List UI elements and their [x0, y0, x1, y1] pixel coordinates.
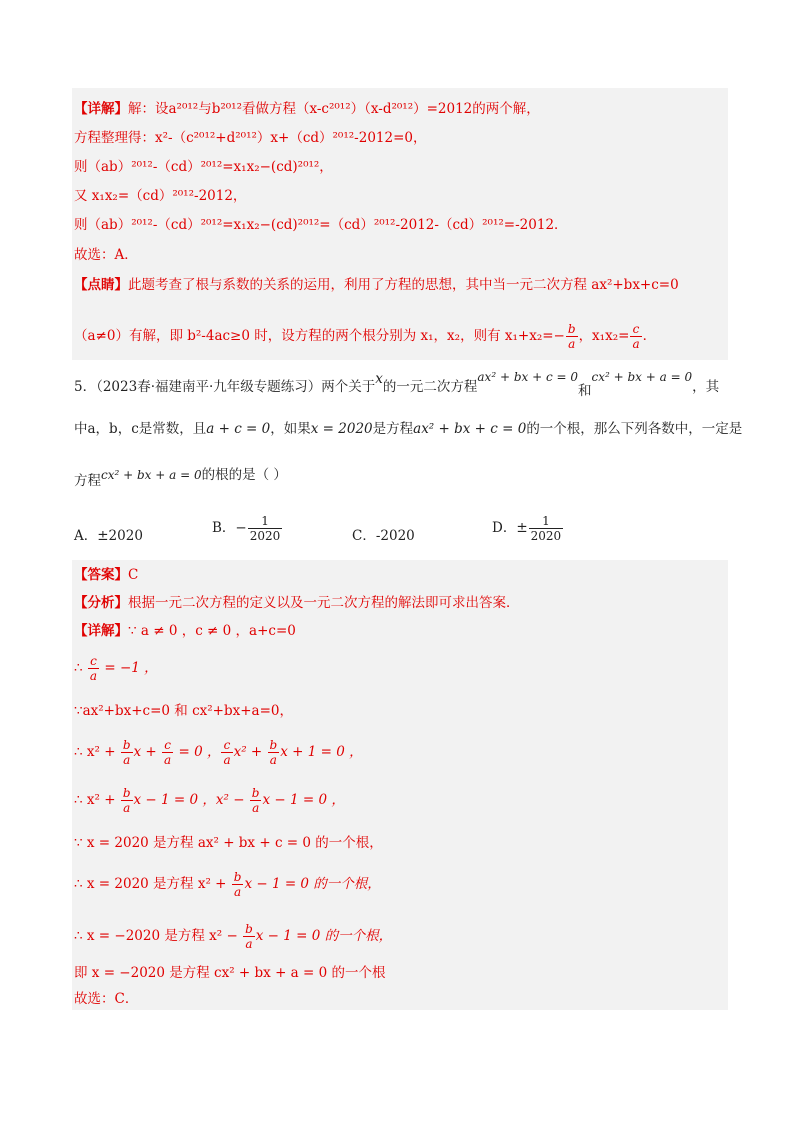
option-a-value: ±2020	[97, 528, 143, 544]
q5-text-f: 的一个根，那么下列各数中，一定是	[526, 421, 743, 437]
q5-step5: ∵ x = 2020 是方程 ax² + bx + c = 0 的一个根，	[74, 835, 383, 851]
option-d[interactable]	[492, 514, 564, 543]
q4-detail-line4: 又 x₁x₂=（cd）²⁰¹²-2012，	[74, 188, 247, 204]
q5-step2: ∵ax²+bx+c=0 和 cx²+bx+a=0，	[74, 703, 293, 719]
q5-equation-2b: cx² + bx + a = 0	[101, 468, 202, 482]
q5-root: x = 2020	[310, 421, 373, 437]
q4-detail-line3: 则（ab）²⁰¹²-（cd）²⁰¹²=x₁x₂−(cd)²⁰¹²，	[74, 159, 333, 175]
q4-tip-line2	[74, 322, 656, 351]
q5-text-end: ，其	[692, 379, 720, 395]
step3-frac2: $\frac{c}{a}$	[164, 738, 172, 767]
q5-step3	[74, 738, 363, 767]
step3-mid1: x +	[133, 744, 162, 760]
step7-end: x − 1 = 0 的一个根，	[255, 928, 393, 944]
option-d-fraction: $\frac{1}{2020}$	[530, 514, 562, 543]
tip-tag: 【点睛】	[74, 277, 128, 293]
q5-stem-line2	[74, 420, 742, 438]
step6-end: x − 1 = 0 的一个根，	[244, 876, 381, 892]
q5-step6	[74, 870, 381, 899]
option-a[interactable]	[74, 524, 143, 544]
step3-frac4: $\frac{b}{a}$	[269, 738, 278, 767]
option-c-value: -2020	[375, 528, 415, 544]
option-c-label: C．	[352, 528, 376, 544]
option-b[interactable]	[212, 514, 283, 543]
step3-frac1: $\frac{b}{a}$	[122, 738, 131, 767]
q5-answer-line	[74, 566, 138, 584]
q5-text-c: 中a，b，c是常数，且	[74, 421, 207, 437]
tip2-end: ．	[642, 328, 657, 344]
q4-detail-line5: 则（ab）²⁰¹²-（cd）²⁰¹²=x₁x₂−(cd)²⁰¹²=（cd）²⁰¹²-2012-（cd）²⁰¹²=-2012．	[74, 217, 568, 233]
step1-pre: ∴	[74, 660, 87, 676]
fraction-b-over-a: $\frac{b}{a}$	[567, 322, 576, 351]
q5-var-x: x	[375, 371, 383, 387]
step3-frac3: $\frac{c}{a}$	[223, 738, 231, 767]
q4-tip-line1	[74, 276, 679, 294]
step4-frac1: $\frac{b}{a}$	[122, 786, 131, 815]
answer-value: C	[128, 567, 139, 583]
detail-text-q5: ∵ a ≠ 0 ，c ≠ 0 ，a+c=0	[128, 623, 296, 639]
fraction-c-over-a: $\frac{c}{a}$	[632, 322, 640, 351]
q5-text-h: 的根的是（ ）	[201, 467, 287, 483]
step4-pre: ∴ x² +	[74, 792, 120, 808]
q5-step8: 即 x = −2020 是方程 cx² + bx + a = 0 的一个根	[74, 965, 386, 981]
step3-mid3: x² +	[233, 744, 267, 760]
tip-text: 此题考查了根与系数的关系的运用，利用了方程的思想，其中当一元二次方程 ax²+bx+c=0	[128, 277, 679, 293]
q5-equation-1b: ax² + bx + c = 0	[413, 421, 527, 437]
tip2-pre: （a≠0）有解，即 b²-4ac≥0 时，设方程的两个根分别为 x₁，x₂，则有 x₁+x₂=−	[74, 328, 565, 344]
q4-detail-line2: 方程整理得：x²-（c²⁰¹²+d²⁰¹²）x+（cd）²⁰¹²-2012=0，	[74, 130, 427, 146]
q5-text-e: 是方程	[372, 421, 414, 437]
q5-text-b: 的一元二次方程	[382, 379, 478, 395]
step3-pre: ∴ x² +	[74, 744, 120, 760]
step3-mid2: = 0 ，	[174, 744, 221, 760]
q5-equation-2: cx² + bx + a = 0	[591, 370, 693, 384]
answer-tag: 【答案】	[74, 567, 128, 583]
option-a-label: A．	[74, 528, 98, 544]
analysis-tag: 【分析】	[74, 595, 128, 611]
detail-text: 解：设a²⁰¹²与b²⁰¹²看做方程（x-c²⁰¹²）（x-d²⁰¹²）=2012的两个解，	[128, 101, 540, 117]
step6-frac: $\frac{b}{a}$	[233, 870, 242, 899]
step1-post: = −1 ，	[100, 660, 158, 676]
q5-and: 和	[578, 383, 592, 399]
q5-choice-line: 故选：C．	[74, 991, 139, 1007]
q5-text-d: ，如果	[270, 421, 311, 437]
option-b-fraction: $\frac{1}{2020}$	[249, 514, 281, 543]
detail-tag: 【详解】	[74, 101, 128, 117]
detail-tag-q5: 【详解】	[74, 623, 128, 639]
q5-equation-1: ax² + bx + c = 0	[477, 370, 578, 384]
q5-text-a: 5．（2023春·福建南平·九年级专题练习）两个关于	[74, 379, 376, 395]
step3-end: x + 1 = 0 ，	[280, 744, 363, 760]
analysis-text: 根据一元二次方程的定义以及一元二次方程的解法即可求出答案．	[128, 595, 520, 611]
step4-end: x − 1 = 0 ，	[262, 792, 345, 808]
option-c[interactable]	[352, 524, 415, 544]
step4-mid: x − 1 = 0 ，x² −	[133, 792, 249, 808]
step4-frac2: $\frac{b}{a}$	[251, 786, 260, 815]
option-b-sign: −	[235, 520, 247, 536]
q5-stem-line1	[74, 370, 720, 399]
q5-condition: a + c = 0	[206, 421, 271, 437]
q5-detail-line1	[74, 622, 296, 640]
q5-text-g: 方程	[74, 473, 101, 489]
q5-analysis-line	[74, 594, 520, 612]
option-b-label: B．	[212, 520, 236, 536]
step7-frac: $\frac{b}{a}$	[245, 922, 253, 951]
q5-step7	[74, 922, 392, 951]
option-d-label: D．	[492, 520, 517, 536]
tip2-mid: ，x₁x₂=	[578, 328, 630, 344]
q5-step4	[74, 786, 345, 815]
q4-detail-line1	[74, 100, 540, 118]
q5-stem-line3	[74, 466, 287, 489]
step7-pre: ∴ x = −2020 是方程 x² −	[74, 928, 243, 944]
q4-choice-line: 故选：A．	[74, 247, 138, 263]
step6-pre: ∴ x = 2020 是方程 x² +	[74, 876, 231, 892]
option-d-sign: ±	[516, 520, 528, 536]
fraction-c-over-a-step1: $\frac{c}{a}$	[89, 654, 98, 683]
q5-step1	[74, 654, 158, 683]
